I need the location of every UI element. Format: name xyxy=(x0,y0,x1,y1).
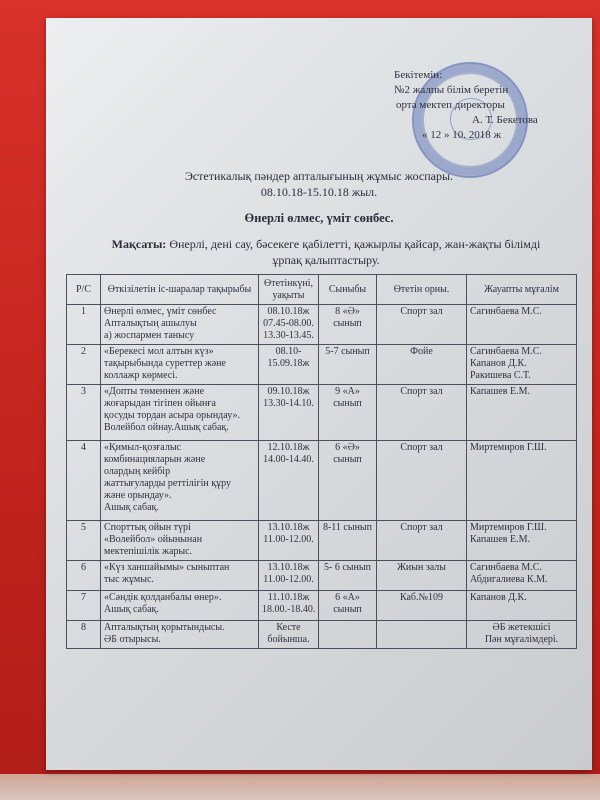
document-page xyxy=(46,18,592,770)
date-cell: 13.10.18ж 11.00-12.00. xyxy=(259,561,319,591)
teacher-cell: Миртемиров Г.Ш. Капашев Е.М. xyxy=(467,521,577,561)
events-table xyxy=(66,274,577,649)
event-cell: «Берекесі мол алтын күз» тақырыбында суреттер және коллажр көрмесі. xyxy=(101,345,259,385)
date-cell: 13.10.18ж 11.00-12.00. xyxy=(259,521,319,561)
approval-line: орта мектеп директоры xyxy=(396,99,505,111)
column-header-event: Өткізілетін іс-шаралар тақырыбы xyxy=(101,275,259,305)
place-cell: Спорт зал xyxy=(377,305,467,345)
approval-line: А. Т. Бекетова xyxy=(472,114,538,126)
plan-title-line: Эстетикалық пәндер апталығының жұмыс жоспары. xyxy=(184,169,454,183)
event-cell: «Сәндік қолданбалы өнер». Ашық сабақ. xyxy=(101,591,259,621)
table-row xyxy=(67,441,577,521)
goal-label: Мақсаты: xyxy=(111,237,167,251)
plan-title xyxy=(86,168,552,200)
row-number: 5 xyxy=(67,521,101,561)
event-cell: Өнерлі өлмес, үміт сөнбес Апталықтың ашылуы а) жоспармен танысу xyxy=(101,305,259,345)
table-row xyxy=(67,385,577,441)
teacher-cell: Сагинбаева М.С. Капанов Д.К. Ракишева С.Т. xyxy=(467,345,577,385)
row-number: 1 xyxy=(67,305,101,345)
plan-goal xyxy=(106,236,546,268)
table-row xyxy=(67,305,577,345)
place-cell: Фойе xyxy=(377,345,467,385)
approval-line: « 12 » 10. 2018 ж xyxy=(422,129,502,141)
approval-line: Бекітемін: xyxy=(394,69,443,81)
row-number: 8 xyxy=(67,621,101,649)
place-cell: Спорт зал xyxy=(377,441,467,521)
event-cell: «Допты төменнен және жоғарыдан тігіпен ойынға қосуды тордан асыра орындау». Волейбол ойнау.Ашық сабақ. xyxy=(101,385,259,441)
class-cell: 5-7 сынып xyxy=(319,345,377,385)
plan-dates: 08.10.18-15.10.18 жыл. xyxy=(260,185,378,199)
teacher-cell: Сагинбаева М.С. xyxy=(467,305,577,345)
class-cell: 9 «А» сынып xyxy=(319,385,377,441)
teacher-cell: Капашев Е.М. xyxy=(467,385,577,441)
column-header-number: Р/С xyxy=(67,275,101,305)
bottom-edge xyxy=(0,774,600,800)
teacher-cell: Миртемиров Г.Ш. xyxy=(467,441,577,521)
row-number: 6 xyxy=(67,561,101,591)
class-cell: 6 «Ә» сынып xyxy=(319,441,377,521)
teacher-cell: ӘБ жетекшісі Пән мұғалімдері. xyxy=(467,621,577,649)
goal-text: Өнерлі, дені сау, бәсекеге қабілетті, қажырлы қайсар, жан-жақты білімді ұрпақ қалыптастыру. xyxy=(169,237,541,267)
event-cell: «Қимыл-қозғалыс комбинацияларын және олардың кейбір жаттығуларды реттілігін құру және орындау». Ашық сабақ. xyxy=(101,441,259,521)
event-cell: Спорттық ойын түрі «Волейбол» ойынынан мектепішілік жарыс. xyxy=(101,521,259,561)
event-cell: Апталықтың қорытындысы. ӘБ отырысы. xyxy=(101,621,259,649)
place-cell xyxy=(377,621,467,649)
row-number: 4 xyxy=(67,441,101,521)
approval-block xyxy=(394,68,584,143)
teacher-cell: Капанов Д.К. xyxy=(467,591,577,621)
date-cell: 08.10.18ж 07.45-08.00. 13.30-13.45. xyxy=(259,305,319,345)
class-cell: 8-11 сынып xyxy=(319,521,377,561)
plan-motto: Өнерлі өлмес, үміт сөнбес. xyxy=(244,211,394,225)
date-cell: 12.10.18ж 14.00-14.40. xyxy=(259,441,319,521)
teacher-cell: Сагинбаева М.С. Абдигалиева К.М. xyxy=(467,561,577,591)
class-cell xyxy=(319,621,377,649)
place-cell: Спорт зал xyxy=(377,385,467,441)
table-row xyxy=(67,521,577,561)
row-number: 7 xyxy=(67,591,101,621)
place-cell: Спорт зал xyxy=(377,521,467,561)
place-cell: Жиын залы xyxy=(377,561,467,591)
approval-line: №2 жалпы білім беретін xyxy=(394,84,509,96)
table-row xyxy=(67,345,577,385)
class-cell: 8 «Ә» сынып xyxy=(319,305,377,345)
class-cell: 6 «А» сынып xyxy=(319,591,377,621)
date-cell: 09.10.18ж 13.30-14.10. xyxy=(259,385,319,441)
class-cell: 5- 6 сынып xyxy=(319,561,377,591)
table-row xyxy=(67,591,577,621)
column-header-class: Сыныбы xyxy=(319,275,377,305)
date-cell: 11.10.18ж 18.00.-18.40. xyxy=(259,591,319,621)
column-header-place: Өтетін орны. xyxy=(377,275,467,305)
date-cell: 08.10- 15.09.18ж xyxy=(259,345,319,385)
row-number: 2 xyxy=(67,345,101,385)
table-row xyxy=(67,621,577,649)
date-cell: Кесте бойынша. xyxy=(259,621,319,649)
row-number: 3 xyxy=(67,385,101,441)
column-header-teacher: Жауапты мұғалім xyxy=(467,275,577,305)
place-cell: Каб.№109 xyxy=(377,591,467,621)
table-header-row xyxy=(67,275,577,305)
column-header-date: Өтетінкүні, уақыты xyxy=(259,275,319,305)
table-row xyxy=(67,561,577,591)
event-cell: «Күз ханшайымы» сыныптан тыс жұмыс. xyxy=(101,561,259,591)
